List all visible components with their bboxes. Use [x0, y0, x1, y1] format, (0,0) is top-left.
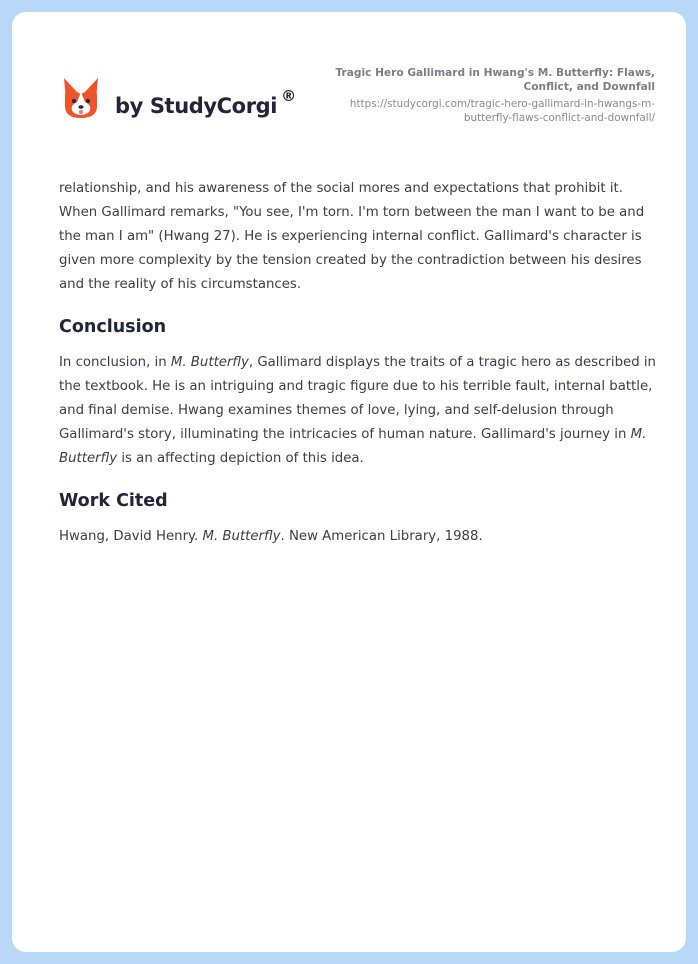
book-title-italic: M. Butterfly [202, 529, 281, 544]
document-body [59, 177, 659, 549]
document-title: Tragic Hero Gallimard in Hwang's M. Butterfly: Flaws, Conflict, and Downfall [335, 67, 655, 93]
corgi-logo-icon [61, 76, 101, 120]
conclusion-heading: Conclusion [59, 317, 167, 337]
conclusion-paragraph: In conclusion, in M. Butterfly, Gallimard displays the traits of a tragic hero as described in the textbook. He is an intriguing and tragic figure due to his terrible fault, internal battle, and final demise. Hwang examines themes of love, lying, and self-delusion through Gallimard's story, illuminating the intricacies of human nature. Gallimard's journey in M. Butterfly is an affecting depiction of this idea. [59, 355, 656, 466]
document-url[interactable]: https://studycorgi.com/tragic-hero-gallimard-in-hwangs-m-butterfly-flaws-conflict-and-downfall/ [349, 98, 655, 124]
document-header-info [315, 66, 655, 125]
studycorgi-logo[interactable] [61, 76, 296, 120]
document-page [12, 12, 686, 952]
book-title-italic: M. Butterfly [59, 427, 647, 466]
work-cited-heading: Work Cited [59, 491, 168, 511]
citation-entry: Hwang, David Henry. M. Butterfly. New American Library, 1988. [59, 529, 483, 544]
book-title-italic: M. Butterfly [170, 355, 249, 370]
body-paragraph: relationship, and his awareness of the social mores and expectations that prohibit it. When Gallimard remarks, "You see, I'm torn. I'm torn between the man I want to be and the man I am" (Hwang 27). He is experiencing internal conflict. Gallimard's character is given more complexity by the tension created by the contradiction between his desires and the reality of his circumstances. [59, 181, 645, 292]
registered-mark: ® [281, 87, 296, 105]
brand-name: by StudyCorgi ® [115, 87, 296, 118]
